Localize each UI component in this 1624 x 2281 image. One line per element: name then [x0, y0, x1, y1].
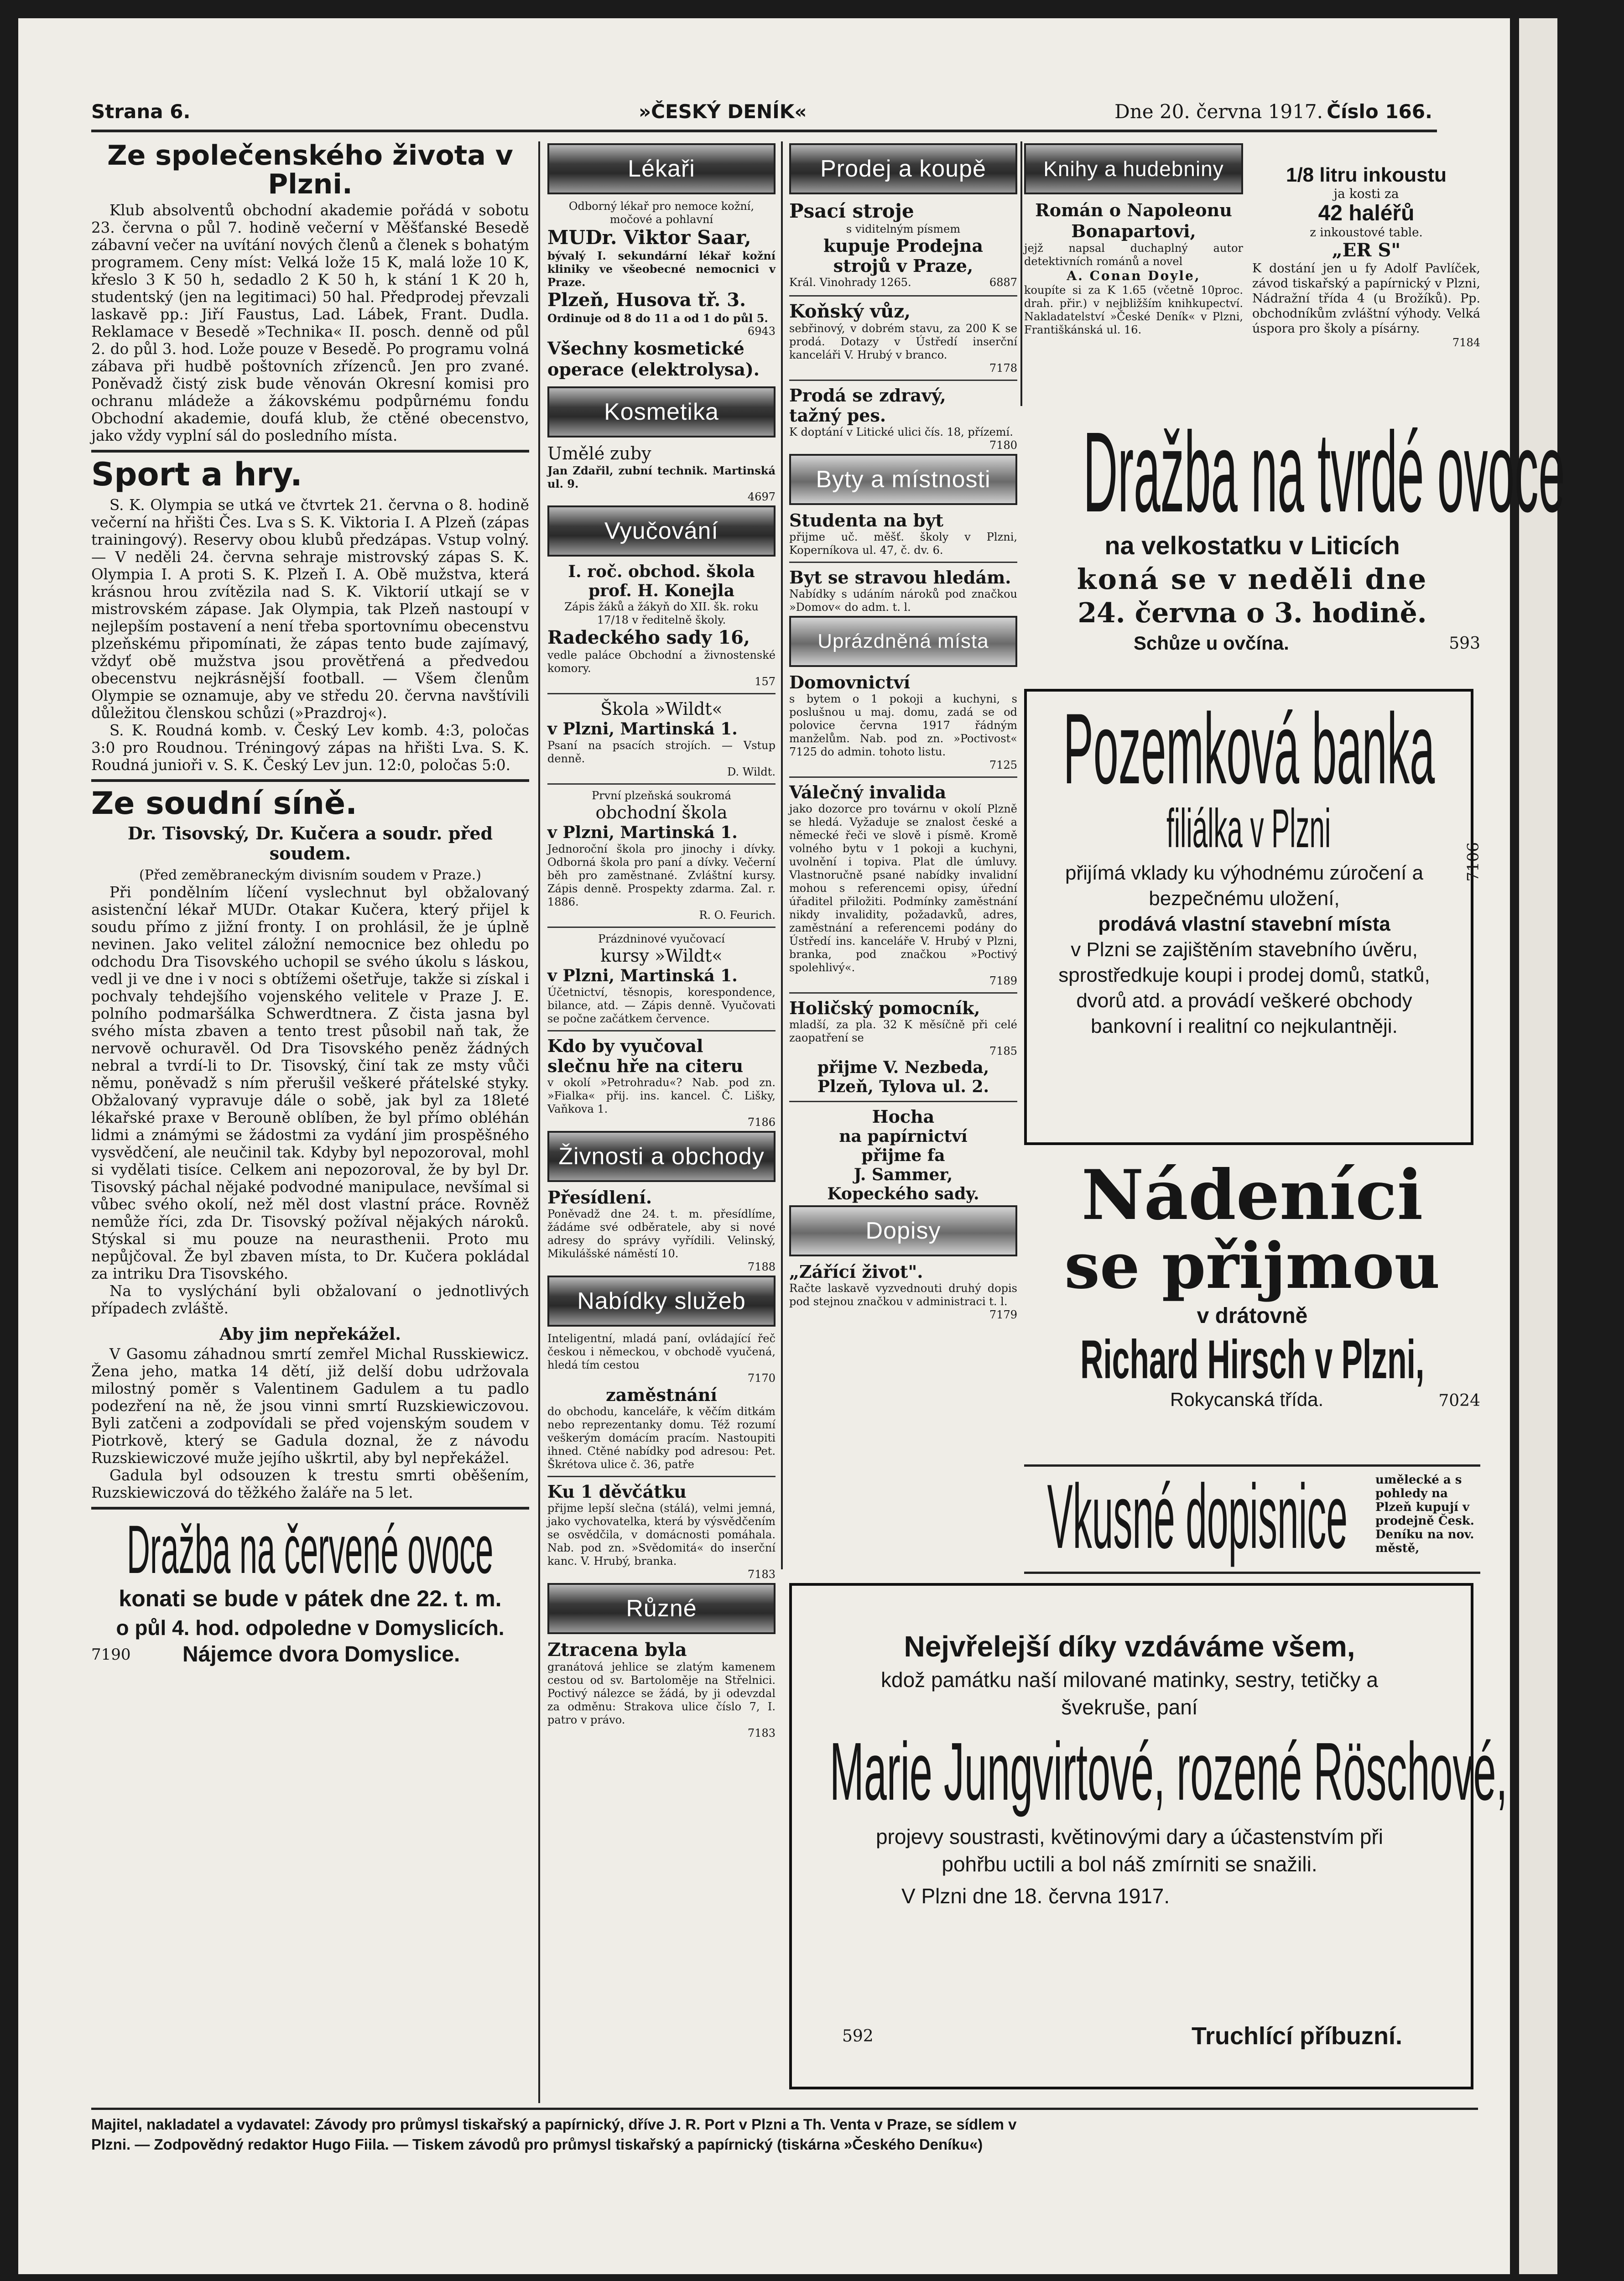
thanks-name: Marie Jungvirtové, rozené Röschové, — [829, 1726, 1508, 1818]
sport-result: S. K. Roudná komb. v. Český Lev komb. 4:3, poločas 3:0 pro Roudnou. Tréningový zápas na hřišti Lva. S. K. Roudná junioři v. S. K. Český Lev jun. 12:0, poločas 5:0. — [91, 721, 529, 774]
ink-line1: 1/8 litru inkoustu — [1286, 164, 1447, 186]
court-place: (Před zeměbraneckým divisním soudem v Praze.) — [139, 867, 481, 883]
auction-red-fruit-number: 7190 — [91, 1645, 131, 1664]
bank-subtitle: filiálka v Plzni — [1166, 798, 1331, 859]
hard-fruit-line1: na velkostatku v Liticích — [1104, 531, 1400, 560]
thanks-place: V Plzni dne 18. června 1917. — [901, 1884, 1170, 1908]
bank-number: 7106 — [1464, 842, 1483, 882]
court-article-end: Na to vyslýchání byli obžalovaní o jednotlivých případech zvláště. — [91, 1282, 529, 1317]
section-banner-doctors: Lékaři — [547, 143, 776, 194]
land-bank-ad — [1024, 689, 1483, 1145]
newspaper-page — [18, 18, 1565, 2274]
ink-ad — [1252, 164, 1480, 406]
books-ad — [1024, 141, 1243, 406]
header-rule — [91, 130, 1437, 132]
auction-red-fruit-line2: o půl 4. hod. odpoledne v Domyslicích. — [116, 1615, 505, 1640]
wildt-address: v Plzni, Martinská 1. — [547, 719, 738, 739]
zither-teacher-text: v okolí »Petrohradu«? Nab. pod zn. »Fialka« přij. ins. kancel. Č. Lišky, Vaňkova 1. — [547, 1076, 776, 1115]
header-date: Dne 20. června 1917. — [1114, 100, 1323, 123]
imprint — [91, 2114, 1478, 2169]
konejl-school: I. roč. obchod. škola prof. H. Konejla — [568, 562, 755, 600]
zither-teacher-line2: slečnu hře na citeru — [547, 1056, 744, 1076]
bank-title: Pozemková banka — [1063, 693, 1435, 805]
konejl-address: Radeckého sady 16, — [547, 627, 750, 648]
services-text1: Inteligentní, mladá paní, ovládající řeč českou i německou, v obchodě vyučená, hledá tím cestou — [547, 1332, 776, 1371]
section-banner-letters: Dopisy — [789, 1205, 1017, 1256]
dog-sale-title2: tažný pes. — [789, 405, 886, 426]
hard-fruit-number: 593 — [1449, 634, 1480, 653]
section-banner-sale: Prodej a koupě — [789, 143, 1017, 194]
column-3 — [789, 141, 1017, 1574]
barber-text: mladší, za pla. 32 K měsíčně při celé zaopatření se — [789, 1018, 1017, 1044]
typewriters-title: Psací stroje — [789, 200, 914, 222]
section-banner-misc: Různé — [547, 1583, 776, 1634]
page-number: Strana 6. — [91, 100, 191, 123]
caretaker-title: Domovnictví — [789, 672, 911, 693]
obstacle-verdict: Gadula byl odsouzen k trestu smrti oběšením, Ruzskiewiczová do těžkého žaláře na 5 let. — [91, 1466, 529, 1501]
cosmetic-ops-line2: operace (elektrolysa). — [547, 359, 760, 380]
courses-title: kursy »Wildt« — [600, 946, 723, 966]
barber-number: 7185 — [989, 1045, 1017, 1057]
sport-article: S. K. Olympia se utká ve čtvrtek 21. června o 8. hodině večerní na hřišti Čes. Lva s S. K. Viktoria I. A Plzeň (zápas trainingový). Reservy obou klubů předzápas. Vstup volný. — V neděli 24. června sehraje mistrovský zápas S. K. Olympia I. A proti S. K. Plzeň I. A. Obě mužstva, která krásnou hrou zvítězila nad S. K. Viktorií utkají se v mistrovském zápase. Jak Olympia, tak Plzeň nastoupí v nejlepším postavení a není třeba sportovnímu obecenstvu plzeňskému připomínati, že zápas tento bude zajímavý, vždyť obě mužstva jsou provětřená a předvedou obecenstvu nejkrásnější football. — Všem členům Olympie se oznamuje, aby ve středu 20. června navštívili důležitou členskou schůzi (»Prazdroj«). — [91, 496, 529, 722]
boy-wanted-3: přijme fa — [861, 1146, 945, 1165]
barber-title: Holičský pomocník, — [789, 998, 980, 1018]
konejl-location: vedle paláce Obchodní a živnostenské komory. — [547, 649, 776, 675]
boy-wanted-1: Hocha — [872, 1106, 935, 1127]
barber-employer: přijme V. Nezbeda, — [817, 1058, 989, 1077]
imprint-line2: Plzni. — Zodpovědný redaktor Hugo Fiila. — Tiskem závodů pro průmysl tiskařský a papírnický (tiskárna »Českého Deníku«) — [91, 2136, 983, 2153]
caretaker-number: 7125 — [989, 759, 1017, 771]
bank-text1: přijímá vklady ku výhodnému zúročení a bezpečnému uložení, — [1065, 862, 1424, 910]
section-banner-services: Nabídky služeb — [547, 1276, 776, 1327]
horse-cart-text: sebřinový, v dobrém stavu, za 200 K se prodá. Dotazy v Ústředí inserční kanceláři V. Hrubý v branco. — [789, 322, 1017, 361]
ink-brand: „ER S" — [1332, 240, 1401, 261]
private-school-text: Jednoroční škola pro jinochy i dívky. Odborná škola pro paní a dívky. Večerní běh pro zaměstnané. Zvláštní kursy. Zápis denně. Prospekty zdarma. Zal. r. 1886. — [547, 843, 776, 908]
typewriters-number: 6887 — [989, 276, 1017, 289]
laborers-place: v drátovně — [1197, 1304, 1308, 1328]
section-banner-cosmetics: Kosmetika — [547, 386, 776, 437]
doctor-specialty: Odborný lékař pro nemoce kožní, močové a pohlavní — [568, 200, 755, 226]
war-invalid-text: jako dozorce pro továrnu v okolí Plzně se hledá. Vyžaduje se znalost české a německé řeči ve slově i písmě. Kromě volného bytu v 1 pokoji a kuchyni, uvolnění i topiva. Plat dle úmluvy. Vlastnoručně psané nabídky invalidní mohou s referencemi opisy, úřední úřaditel přiložiti. Podmínky zaměstnání nikdy invalidity, požadavků, adres, zaměstnání a referencemi podány do Ústředí ins. kanceláře V. Hrubý v Plzni, branka, pod značkou »Poctivý spolehlivý«. — [789, 802, 1017, 974]
thanks-text1: kdož památku naší milované matinky, sestry, tetičky a švekruše, paní — [881, 1668, 1378, 1719]
student-lodging-title: Studenta na byt — [789, 510, 944, 531]
napoleon-title2: Bonapartovi, — [1071, 221, 1196, 241]
postcards-ad — [1024, 1464, 1480, 1574]
ink-text: K dostání jen u fy Adolf Pavlíček, závod tiskařský a papírnický v Plzni, Nádražní třída 4 (u Brožíků). Pp. obchodníkům zvláštní výhody. Velká úspora pro školy a písárny. — [1252, 261, 1480, 336]
ink-line4: z inkoustové table. — [1310, 226, 1423, 240]
courses-address: v Plzni, Martinská 1. — [547, 966, 738, 985]
ink-line2: ja kosti za — [1333, 186, 1399, 201]
doctor-bio: bývalý I. sekundární lékař kožní kliniky ve všeobecné nemocnici v Praze. — [547, 249, 776, 289]
doctor-address: Plzeň, Husova tř. 3. — [547, 289, 746, 311]
student-lodging-text: přijme uč. měšť. školy v Plzni, Koperníkova ul. 47, č. dv. 6. — [789, 531, 1017, 557]
obstacle-heading: Aby jim nepřekážel. — [219, 1324, 401, 1344]
laborers-title2: se přijmou — [1064, 1229, 1440, 1303]
services-text2: do obchodu, kanceláře, k věčím ditkám nebo reprezentanky domu. Též rozumí veškerým domácím pracím. Nastoupiti ihned. Ctěné nabídky pod adresou: Pet. Škrétova ulice č. 36, patře — [547, 1405, 776, 1471]
boy-wanted-2: na papírnictví — [839, 1127, 968, 1146]
doctor-ad-number: 6943 — [747, 325, 776, 338]
adjacent-page-edge — [1519, 18, 1557, 2274]
thanks-number: 592 — [842, 2027, 874, 2046]
lost-item-number: 7183 — [747, 1727, 776, 1739]
dog-sale-title1: Prodá se zdravý, — [789, 385, 946, 406]
ink-price: 42 haléřů — [1318, 201, 1415, 225]
lost-item-title: Ztracena byla — [547, 1639, 687, 1661]
court-heading: Ze soudní síně. — [91, 785, 357, 822]
page-header — [91, 100, 1432, 128]
obstacle-article: V Gasomu záhadnou smrtí zemřel Michal Russkiewicz. Žena jeho, matka 14 dětí, již delší dobu udržovala milostný poměr s Valentinem Gadulem a tu padlo podezření na ně, že jsou vinni smrtí Ruzskiewiczovou. Byli zatčeni a zodpovídali se před vojenským soudem v Piotrkově, který se Gadula doznal, že z návodu Ruzskiewiczové muže jejího uškrtil, aby byl nepřekážel. — [91, 1345, 529, 1467]
hard-fruit-line3: 24. června o 3. hodině. — [1077, 597, 1427, 629]
court-article: Při pondělním líčení vyslechnut byl obžalovaný asistenční lékař MUDr. Otakar Kučera, který přijel k soudu přímo z jižní fronty. I on prohlásil, že je úplně nevinen. Jako velitel záložní nemocnice bez ohledu po odchodu Dra Tisovského uchopil se svého úkolu s láskou, vedl ji ve dne i v noci s obtížemi ošetřuje, takže si získal i pochvaly tehdejšího vojenského velitele v Praze J. E. polního podmaršálka Schwerdtnera. Z čista jasna byl svého místa zbaven a tento trest působil naň tak, že nervově ochuravěl. Od Dra Tisovského peněz žádných nebral a tvrdí-li to Dr. Tisovský, činí tak ze msty vůči němu, poněvadž s ním přerušil veškeré přátelské styky. Obžalovaný vypravuje dále o sobě, jak byl za 18leté lékařské praxe v Berouně oblíben, že byl přímo obléhán lidmi a známými se žádostmi za vydání jim prospěšného vysvědčení, ale neučinil tak. Kdyby byl nepozoroval, mohl si vydělati tisíce. Celkem ani nepozoroval, že by byl Dr. Tisovský páchal nějaké podvodné manipulace, nevšímal si vůbec svého okolí, než měl dost vlastní práce. Rovněž nemůže říci, zda Dr. Tisovský požíval nějakých nároků. Stýskal si mu pouze na neurasthenii. Proto mu nepůjčoval. Že byl zbaven místa, to Dr. Kučera pokládal za intriku Dra Tisovského. — [91, 883, 529, 1282]
thanks-signature: Truchlící příbuzní. — [1191, 2022, 1402, 2050]
column-1 — [91, 141, 529, 2105]
sport-heading: Sport a hry. — [91, 456, 302, 493]
teeth-ad-number: 4697 — [747, 490, 776, 503]
postcards-side: umělecké a s pohledy na Plzeň kupují v prodejně Česk. Deníku na nov. městě, — [1375, 1473, 1474, 1555]
typewriters-address: Král. Vinohrady 1265. — [789, 276, 911, 289]
newspaper-title: »ČESKÝ DENÍK« — [639, 100, 807, 123]
konejl-enrolment: Zápis žáků a žákyň do XII. šk. roku 17/18 v ředitelně školy. — [564, 600, 759, 626]
barber-address: Plzeň, Tylova ul. 2. — [817, 1077, 989, 1096]
laborers-employer: Richard Hirsch v Plzni, — [1080, 1329, 1425, 1390]
letter-number: 7179 — [989, 1308, 1017, 1321]
laborers-address: Rokycanská třída. — [1170, 1389, 1324, 1410]
relocation-number: 7188 — [747, 1260, 776, 1273]
girl-care-number: 7183 — [747, 1568, 776, 1581]
boy-wanted-5: Kopeckého sady. — [827, 1184, 979, 1203]
doctor-name: MUDr. Viktor Saar, — [547, 226, 751, 249]
ink-number: 7184 — [1452, 336, 1480, 349]
horse-cart-title: Koňský vůz, — [789, 301, 911, 322]
thanks-title: Nejvřelejší díky vzdáváme všem, — [904, 1630, 1355, 1663]
column-2 — [547, 141, 776, 2108]
hard-fruit-auction-ad — [1024, 408, 1565, 689]
hard-fruit-line2: koná se v neděli dne — [1077, 562, 1428, 596]
cosmetic-ops-line1: Všechny kosmetické — [547, 338, 744, 359]
social-article: Klub absolventů obchodní akademie pořádá v sobotu 23. června o půl 7. hodině večerní v Měšťanské Besedě zábavní večer na uvítání nových členů a členek s bohatým programem. Ceny míst: Velká lože 15 K, malá lože 10 K, křeslo 3 K 50 h, sedadlo 2 K 50 h, k stání 1 K 20 h, studentský (jen na legitimaci) 50 hal. Předprodej převzali laskavě pp.: Jiří Faustus, Lad. Lábek, Frant. Dudla. Reklamace v Besedě »Technika« II. posch. denně od půl 2. do půl 3. hod. Lože pouze v Besedě. Po programu volná zábava při hudbě poštovních zřízenců. Jen pro zvané. Poněvadž čistý zisk bude věnován Okresní komisi pro ochranu mládeže a žákovskému podpůrnému fondu Obchodní akademie, doufá klub, že ctěné obecenstvo, jako vždy vyplní sál do posledního místa. — [91, 202, 529, 444]
section-banner-books: Knihy a hudebniny — [1024, 143, 1243, 194]
napoleon-price: koupíte si za K 1.65 (včetně 10proc. drah. přir.) v nejbližším knihkupectví. Nakladatelství »České Deník« v Plzni, Františkánská ul. 16. — [1024, 284, 1243, 336]
dog-sale-text: K doptání v Litické ulici čís. 18, přízemí. — [789, 426, 1013, 438]
typewriters-buyer1: kupuje Prodejna — [823, 235, 983, 256]
private-school-title: obchodní škola — [595, 802, 728, 823]
services-number: 7170 — [747, 1372, 776, 1385]
girl-care-text: přijme lepší slečna (stálá), velmi jemná, jako vychovatelka, která by výsvědčením se osvědčila, v domácnosti pomáhala. Nab. pod zn. »Svědomitá« do inserční kanc. V. Hrubý, branka. — [547, 1502, 776, 1568]
wildt-text: Psaní na psacích strojích. — Vstup denně. — [547, 739, 776, 765]
dog-sale-number: 7180 — [989, 439, 1017, 452]
section-banner-trades: Živnosti a obchody — [547, 1131, 776, 1182]
horse-cart-number: 7178 — [989, 362, 1017, 375]
imprint-line1: Majitel, nakladatel a vydavatel: Závody pro průmysl tiskařský a papírnický, dříve J. R. Port v Plzni a Th. Venta v Praze, se sídlem v — [91, 2116, 1017, 2133]
private-school-address: v Plzni, Martinská 1. — [547, 823, 738, 842]
auction-red-fruit-signature: Nájemce dvora Domyslice. — [182, 1642, 460, 1666]
social-heading: Ze společenského života v Plzni. — [107, 140, 513, 200]
private-school-signature: R. O. Feurich. — [699, 909, 776, 922]
issue-number: Číslo 166. — [1327, 100, 1432, 123]
relocation-text: Poněvadž dne 24. t. m. přesídlíme, žádáme své odběratele, aby si nové adresy do správy vyřídili. Velinský, Mikulášské náměstí 10. — [547, 1208, 776, 1260]
section-banner-flats: Byty a místnosti — [789, 454, 1017, 505]
section-banner-teaching: Vyučování — [547, 505, 776, 557]
teeth-contact: Jan Zdařil, zubní technik. Martinská ul. 9. — [547, 464, 776, 490]
typewriters-sub: s viditelným písmem — [846, 223, 961, 235]
napoleon-text: jejž napsal duchaplný autor detektivních románů a novel — [1024, 242, 1243, 268]
courses-pre: Prázdninové vyučovací — [598, 932, 725, 945]
laborers-ad — [1024, 1155, 1480, 1469]
postcards-title: Vkusné dopisnice — [1047, 1466, 1348, 1568]
typewriters-buyer2: strojů v Praze, — [833, 255, 973, 276]
laborers-number: 7024 — [1438, 1391, 1480, 1410]
auction-red-fruit-line1: konati se bude v pátek dne 22. t. m. — [119, 1585, 502, 1611]
zither-teacher-number: 7186 — [747, 1116, 776, 1129]
relocation-title: Přesídlení. — [547, 1187, 652, 1208]
footer-rule — [91, 2108, 1478, 2110]
auction-red-fruit-title: Dražba na červené ovoce — [127, 1510, 494, 1588]
napoleon-title1: Román o Napoleonu — [1035, 200, 1232, 220]
courses-text: Účetnictví, těsnopis, korespondence, bilance, atd. — Zápis denně. Vyučovati se počne začátkem července. — [547, 986, 776, 1025]
column-rule — [781, 141, 783, 1569]
wildt-school: Škola »Wildt« — [600, 699, 723, 719]
girl-care-title: Ku 1 děvčátku — [547, 1481, 687, 1502]
napoleon-author: A. Conan Doyle, — [1067, 268, 1201, 283]
thanks-text2: projevy soustrasti, květinovými dary a účastenstvím při pohřbu uctili a bol náš zmírniti se snažili. — [875, 1825, 1384, 1876]
war-invalid-number: 7189 — [989, 974, 1017, 987]
services-employment: zaměstnání — [606, 1385, 717, 1405]
hard-fruit-line4: Schůze u ovčína. — [1134, 632, 1289, 654]
column-rule — [1020, 141, 1022, 406]
caretaker-text: s bytem o 1 pokoji a kuchyni, s poslušnou u maj. domu, zadá se od polovice června 1917 řádným manželům. Nab. pod zn. »Poctivost« 7125 do admin. tohoto listu. — [789, 693, 1017, 758]
board-lodging-title: Byt se stravou hledám. — [789, 567, 1011, 588]
hard-fruit-title: Dražba na tvrdé ovoce — [1083, 408, 1565, 536]
konejl-ad-number: 157 — [755, 675, 776, 688]
section-banner-vacancies: Uprázdněná místa — [789, 616, 1017, 667]
letter-text: Račte laskavě vyzvednouti druhý dopis pod stejnou značkou v administraci t. l. — [789, 1282, 1017, 1308]
column-rule — [538, 141, 540, 2103]
doctor-hours: Ordinuje od 8 do 11 a od 1 do půl 5. — [547, 312, 768, 325]
laborers-title: Nádeníci — [1081, 1155, 1423, 1235]
artificial-teeth: Umělé zuby — [547, 443, 651, 463]
bank-text3: v Plzni se zajištěním stavebního úvěru, sprostředkuje koupi i prodej domů, statků, dvorů atd. a provádí veškeré obchody bankovní i realitní co nejkulantněji. — [1058, 938, 1430, 1037]
letter-title: „Zářící život". — [789, 1261, 923, 1282]
board-lodging-text: Nabídky s udáním nároků pod značkou »Domov« do adm. t. l. — [789, 588, 1017, 614]
war-invalid-title: Válečný invalida — [789, 782, 947, 802]
private-school-pre: První plzeňská soukromá — [592, 789, 731, 802]
boy-wanted-4: J. Sammer, — [854, 1165, 953, 1184]
bank-text2: prodává vlastní stavební místa — [1098, 913, 1390, 935]
zither-teacher-line1: Kdo by vyučoval — [547, 1036, 703, 1056]
lost-item-text: granátová jehlice se zlatým kamenem cestou od sv. Bartoloměje na Střelnici. Poctivý nálezce se žádá, by ji odevzdal za odměnu: Strakova ulice číslo 7, I. patro v právo. — [547, 1661, 776, 1726]
thanks-notice — [789, 1583, 1508, 2089]
court-subheading: Dr. Tisovský, Dr. Kučera a soudr. před soudem. — [127, 823, 493, 864]
wildt-signature: D. Wildt. — [727, 766, 776, 778]
